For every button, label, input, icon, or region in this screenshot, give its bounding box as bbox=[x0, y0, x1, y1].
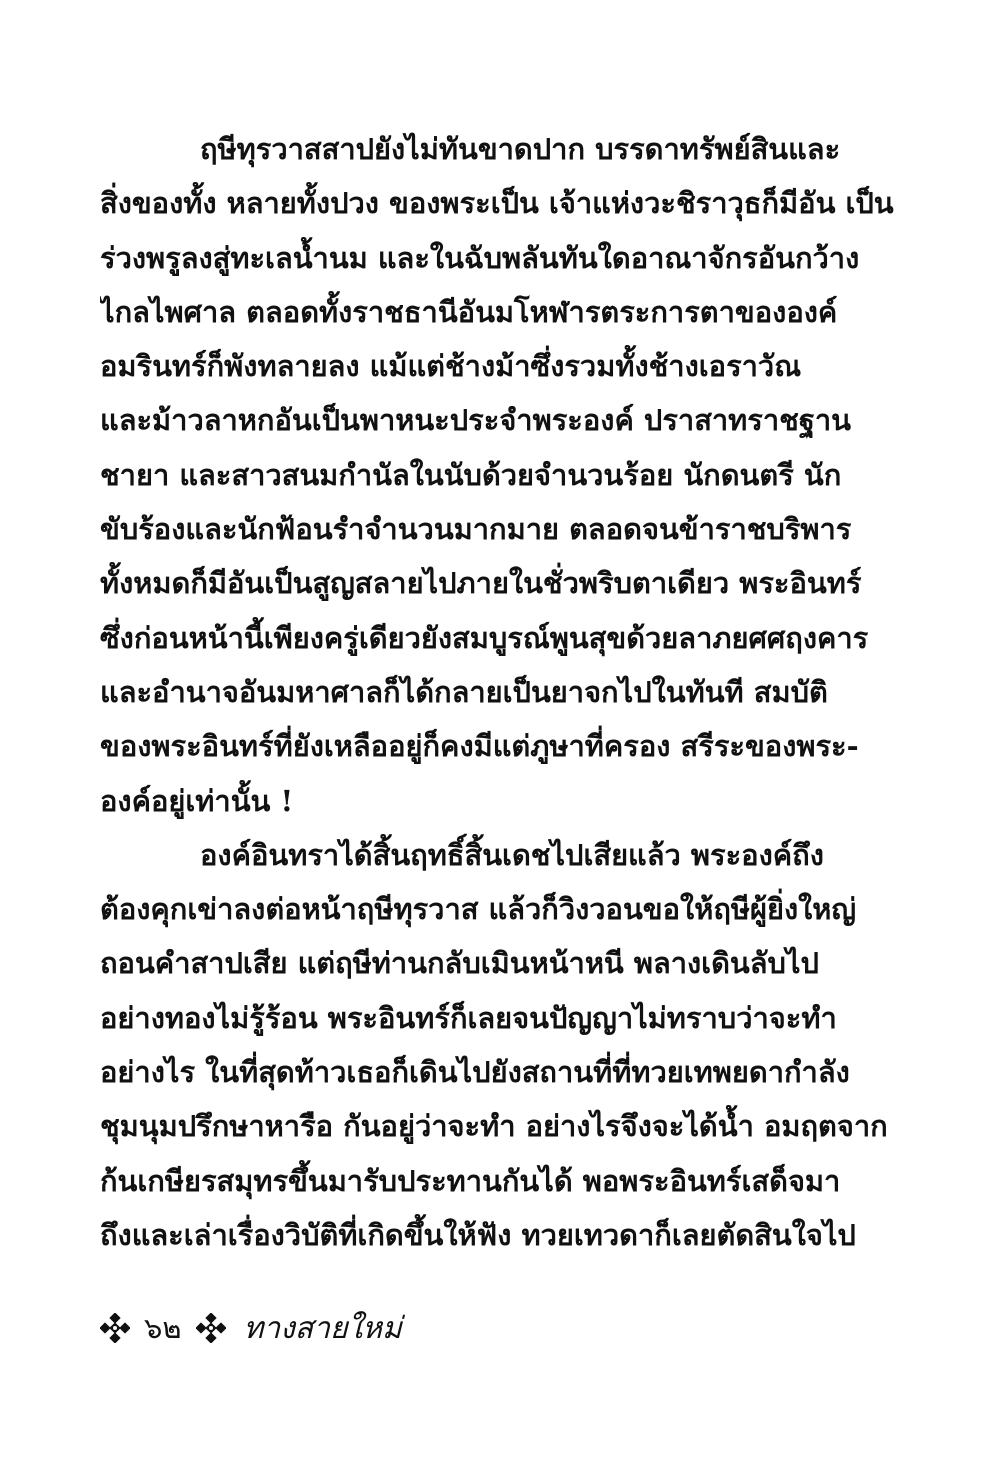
text-line: ก้นเกษียรสมุทรขึ้นมารับประทานกันได้ พอพระอินทร์เสด็จมา bbox=[100, 1163, 841, 1198]
text-line: องค์อยู่เท่านั้น ! bbox=[100, 783, 294, 818]
page-number: ๖๒ bbox=[144, 1311, 182, 1345]
text-line: องค์อินทราได้สิ้นฤทธิ์สิ้นเดชไปเสียแล้ว พระองค์ถึง bbox=[200, 837, 824, 872]
text-line: ชุมนุมปรึกษาหารือ กันอยู่ว่าจะทำ อย่างไรจึงจะได้น้ำ อมฤตจาก bbox=[100, 1109, 888, 1144]
body-text bbox=[100, 122, 895, 1262]
text-line: ถึงและเล่าเรื่องวิบัติที่เกิดขึ้นให้ฟัง ทวยเทวดาก็เลยตัดสินใจไป bbox=[100, 1217, 856, 1252]
book-title: ทางสายใหม่ bbox=[243, 1310, 402, 1346]
flower-ornament-icon bbox=[196, 1313, 226, 1343]
text-line: อย่างทองไม่รู้ร้อน พระอินทร์ก็เลยจนปัญญาไม่ทราบว่าจะทำ bbox=[100, 1000, 837, 1035]
text-line: ทั้งหมดก็มีอันเป็นสูญสลายไปภายในชั่วพริบตาเดียว พระอินทร์ bbox=[100, 566, 862, 601]
text-line: ขับร้องและนักฟ้อนรำจำนวนมากมาย ตลอดจนข้าราชบริพาร bbox=[100, 512, 852, 547]
text-line: อย่างไร ในที่สุดท้าวเธอก็เดินไปยังสถานที่ที่ทวยเทพยดากำลัง bbox=[100, 1055, 850, 1090]
text-line: ของพระอินทร์ที่ยังเหลืออยู่ก็คงมีแต่ภูษาที่ครอง สรีระของพระ- bbox=[100, 729, 859, 764]
text-line: ไกลไพศาล ตลอดทั้งราชธานีอันมโหฬารตระการตาขององค์ bbox=[100, 294, 838, 329]
text-line: ถอนคำสาปเสีย แต่ฤษีท่านกลับเมินหน้าหนี พลางเดินลับไป bbox=[100, 946, 819, 981]
page-footer bbox=[100, 1306, 402, 1350]
text-line: ชายา และสาวสนมกำนัลในนับด้วยจำนวนร้อย นักดนตรี นัก bbox=[100, 457, 842, 492]
text-line: อมรินทร์ก็พังทลายลง แม้แต่ช้างม้าซึ่งรวมทั้งช้างเอราวัณ bbox=[100, 349, 802, 384]
text-line: ฤษีทุรวาสสาปยังไม่ทันขาดปาก บรรดาทรัพย์สินและ bbox=[200, 132, 841, 166]
text-line: ร่วงพรูลงสู่ทะเลน้ำนม และในฉับพลันทันใดอาณาจักรอันกว้าง bbox=[100, 240, 860, 275]
flower-ornament-icon bbox=[100, 1313, 130, 1343]
text-line: และม้าวลาหกอันเป็นพาหนะประจำพระองค์ ปราสาทราชฐาน bbox=[100, 403, 851, 438]
text-line: และอำนาจอันมหาศาลก็ได้กลายเป็นยาจกไปในทันที สมบัติ bbox=[100, 674, 828, 709]
text-line: ซึ่งก่อนหน้านี้เพียงครู่เดียวยังสมบูรณ์พูนสุขด้วยลาภยศศฤงคาร bbox=[100, 620, 869, 655]
text-line: ต้องคุกเข่าลงต่อหน้าฤษีทุรวาส แล้วก็วิงวอนขอให้ฤษีผู้ยิ่งใหญ่ bbox=[100, 892, 857, 927]
text-line: สิ่งของทั้ง หลายทั้งปวง ของพระเป็น เจ้าแห่งวะชิราวุธก็มีอัน เป็น bbox=[100, 186, 894, 221]
